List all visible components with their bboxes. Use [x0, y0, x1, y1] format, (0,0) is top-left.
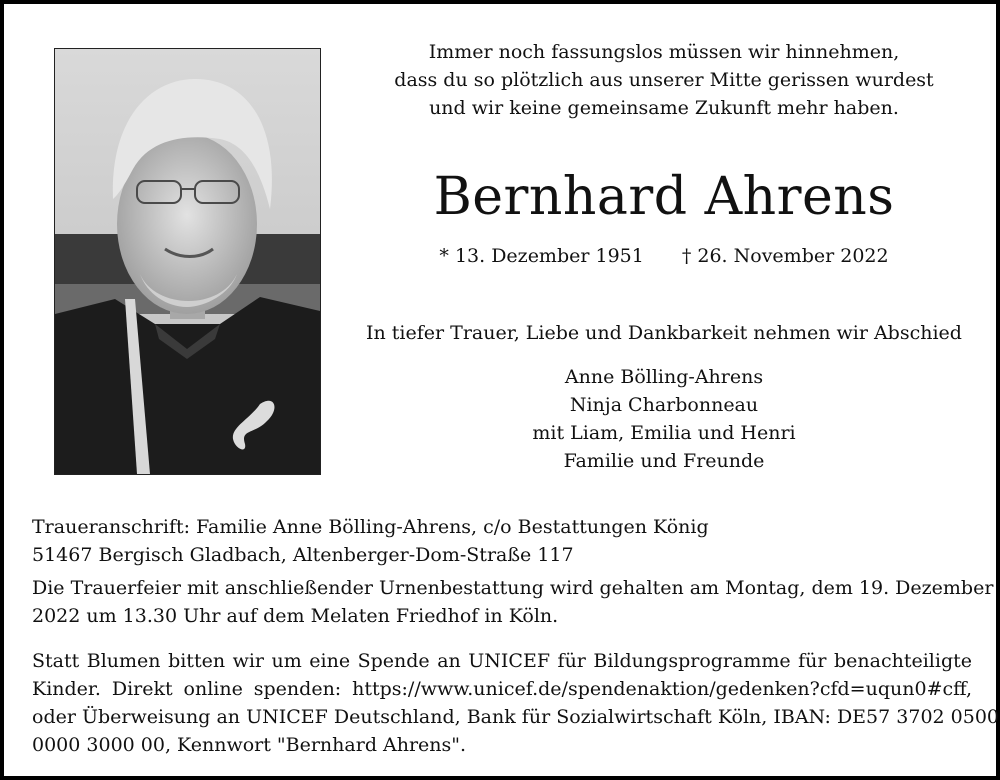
ceremony-line: Die Trauerfeier mit anschließender Urnenbestattung wird gehalten am Montag, dem 19. Dezember	[32, 577, 994, 599]
farewell-line: In tiefer Trauer, Liebe und Dankbarkeit nehmen wir Abschied	[366, 322, 962, 344]
memorial-quote	[344, 38, 984, 122]
donation-line: 0000 3000 00, Kennwort "Bernhard Ahrens".	[32, 734, 467, 756]
ceremony-line: 2022 um 13.30 Uhr auf dem Melaten Friedhof in Köln.	[32, 605, 559, 627]
quote-line: dass du so plötzlich aus unserer Mitte gerissen wurdest	[394, 69, 934, 91]
birth-date: * 13. Dezember 1951	[439, 245, 644, 267]
donation-line: oder Überweisung an UNICEF Deutschland, Bank für Sozialwirtschaft Köln, IBAN: DE57 3702 0500	[32, 706, 1000, 728]
address-line: 51467 Bergisch Gladbach, Altenberger-Dom-Straße 117	[32, 544, 574, 566]
quote-line: Immer noch fassungslos müssen wir hinnehmen,	[428, 41, 900, 63]
donation-info	[32, 647, 1000, 759]
death-date: † 26. November 2022	[681, 245, 889, 267]
quote-line: und wir keine gemeinsame Zukunft mehr haben.	[429, 97, 899, 119]
donation-line: Statt Blumen bitten wir um eine Spende an UNICEF für Bildungsprogramme für benachteiligte	[32, 650, 972, 672]
life-dates	[344, 242, 984, 270]
mourner-name: Familie und Freunde	[563, 450, 765, 472]
portrait-photo	[54, 48, 321, 475]
obituary-notice	[4, 4, 1000, 776]
deceased-name: Bernhard Ahrens	[433, 167, 895, 227]
mourners-list	[344, 363, 984, 475]
mourner-name: Ninja Charbonneau	[569, 394, 759, 416]
mourner-name: Anne Bölling-Ahrens	[564, 366, 764, 388]
mourner-name: mit Liam, Emilia und Henri	[532, 422, 796, 444]
ceremony-info	[32, 574, 994, 630]
donation-line: Kinder. Direkt online spenden: https://www.unicef.de/spendenaktion/gedenken?cfd=uqun0#cff,	[32, 678, 972, 700]
address-line: Traueranschrift: Familie Anne Bölling-Ahrens, c/o Bestattungen König	[32, 516, 709, 538]
condolence-address	[32, 513, 972, 569]
